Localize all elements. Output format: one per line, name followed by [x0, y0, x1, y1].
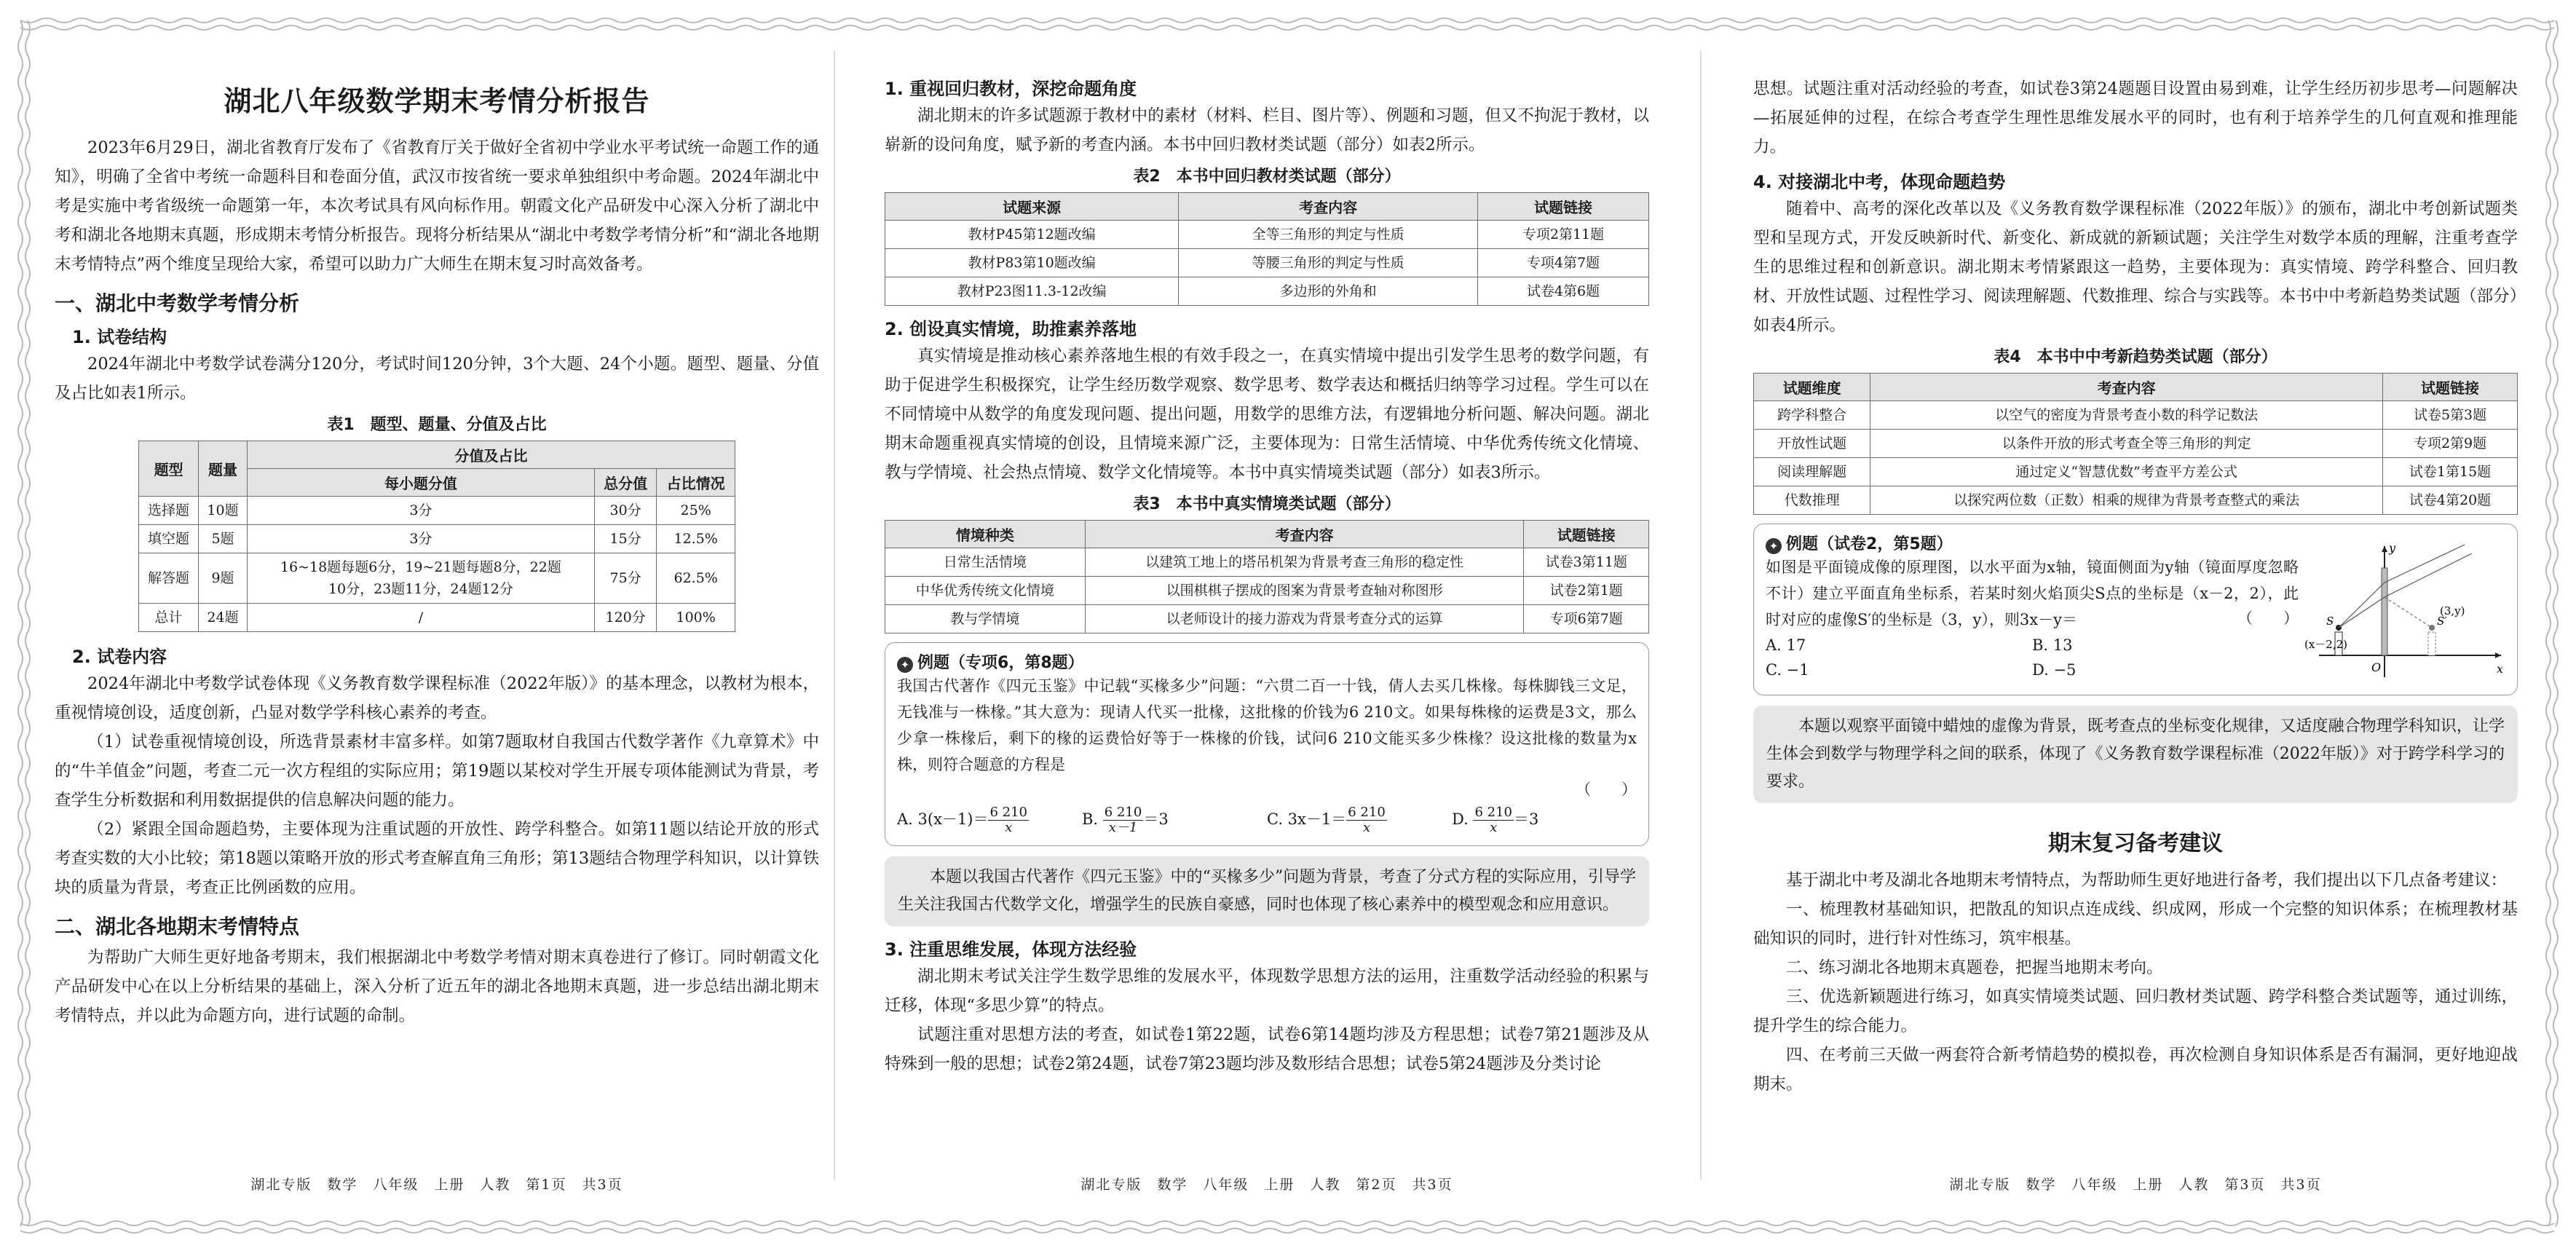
option-c: [1267, 805, 1452, 835]
table-cell: 以建筑工地上的塔吊机架为背景考查三角形的稳定性: [1085, 548, 1524, 577]
option-a: A. 17: [1766, 636, 1806, 654]
table-caption: 表2 本书中回归教材类试题（部分）: [1133, 167, 1401, 186]
example-options: [1766, 633, 2299, 682]
page-2-column: [885, 58, 1649, 1172]
subsection-heading: 4. 对接湖北中考，体现命题趋势: [1753, 172, 2006, 192]
denominator: x: [1005, 820, 1013, 835]
paragraph: 2024年湖北中考数学试卷满分120分，考试时间120分钟，3个大题、24个小题。题型、题量、分值及占比如表1所示。: [55, 355, 819, 403]
mirror: [2382, 568, 2387, 655]
table-cell: 62.5%: [657, 553, 735, 604]
table-cell: 跨学科整合: [1754, 401, 1870, 430]
table-row: [885, 548, 1649, 577]
denominator: x－1: [1108, 820, 1138, 835]
option-b: B. 13: [2032, 636, 2073, 654]
table-header: 试题链接: [2383, 374, 2518, 401]
option-d: D. −5: [2032, 661, 2077, 679]
section-heading: 二、湖北各地期末考情特点: [55, 915, 300, 939]
table-4: [1753, 373, 2518, 515]
table-header: 试题链接: [1478, 193, 1649, 221]
table-cell: 中华优秀传统文化情境: [885, 577, 1086, 605]
table-row: [139, 604, 735, 632]
table-cell: 代数推理: [1754, 486, 1870, 515]
table-cell: 16~18题每题6分，19~21题每题8分，22题10分，23题11分，24题12分: [247, 553, 594, 604]
review-tip: 二、练习湖北各地期末真题卷，把握当地期末考向。: [1786, 958, 2163, 977]
page-3-column: [1753, 58, 2518, 1172]
fraction: [1346, 805, 1387, 835]
column-divider: [1700, 51, 1702, 1180]
table-cell: 3分: [247, 497, 594, 525]
table-2: [885, 192, 1649, 306]
numerator: 6 210: [989, 805, 1027, 820]
table-header: 占比情况: [657, 469, 735, 497]
table-cell: 总计: [139, 604, 199, 632]
table-cell: 5题: [199, 525, 248, 553]
table-row: [885, 221, 1649, 249]
table-cell: 10题: [199, 497, 248, 525]
numerator: 6 210: [1474, 805, 1512, 820]
example-header: [897, 650, 1637, 673]
table-header: 试题维度: [1754, 374, 1870, 401]
table-cell: 试卷4第6题: [1478, 277, 1649, 306]
table-1: [138, 441, 735, 632]
denominator: x: [1362, 820, 1371, 835]
origin-label: O: [2371, 660, 2382, 674]
paragraph: 真实情境是推动核心素养落地生根的有效手段之一，在真实情境中提出引发学生思考的数学问题，有助于促进学生积极探究，让学生经历数学观察、数学思考、数学表达和概括归纳等学习过程。学生可以在不同情境中从数学的角度发现问题、提出问题，用数学的思维方法，有逻辑地分析问题、解决问题。湖北期末命题重视真实情境的创设，且情境来源广泛，主要体现为：日常生活情境、中华优秀传统文化情境、教与学情境、社会热点情境、数学文化情境等。本书中真实情境类试题（部分）如表3所示。: [885, 347, 1649, 482]
commentary-text: 本题以我国古代著作《四元玉鉴》中的“买椽多少”问题为背景，考查了分式方程的实际应用，引导学生关注我国古代数学文化，增强学生的民族自豪感，同时也体现了核心素养中的模型观念和应用意识。: [898, 868, 1636, 914]
numerator: 6 210: [1104, 805, 1142, 820]
option-d-tail: ＝3: [1513, 810, 1539, 828]
border-wave: [20, 1221, 2554, 1226]
table-cell: 100%: [657, 604, 735, 632]
paragraph: 试题注重对思想方法的考查，如试卷1第22题，试卷6第14题均涉及方程思想；试卷7第21题涉及从特殊到一般的思想；试卷2第24题，试卷7第23题均涉及数形结合思想；试卷5第24题涉及分类讨论: [885, 1025, 1649, 1073]
table-header: 考查内容: [1179, 193, 1478, 221]
candle-image: [2428, 632, 2435, 655]
y-label: y: [2389, 541, 2396, 555]
table-row: [139, 497, 735, 525]
review-tip: 四、在考前三天做一两套符合新考情趋势的模拟卷，再次检测自身知识体系是否有漏洞，更好地迎战期末。: [1753, 1046, 2518, 1094]
option-b-tail: ＝3: [1143, 810, 1169, 828]
table-cell: 专项2第11题: [1478, 221, 1649, 249]
example-question: 如图是平面镜成像的原理图，以水平面为x轴，镜面侧面为y轴（镜面厚度忽略不计）建立平面直角坐标系，若某时刻火焰顶尖S点的坐标是（x－2，2），此时对应的虚像S′的坐标是（3，y），则3x－y＝: [1766, 559, 2299, 628]
table-cell: 专项2第9题: [2383, 430, 2518, 458]
example-options: [897, 805, 1637, 835]
subsection-heading: 3. 注重思维发展，体现方法经验: [885, 939, 1137, 960]
table-cell: 3分: [247, 525, 594, 553]
table-cell: 试卷4第20题: [2383, 486, 2518, 515]
table-header: 分值及占比: [247, 441, 735, 469]
table-cell: 试卷3第11题: [1524, 548, 1649, 577]
commentary-box: [1753, 706, 2518, 803]
option-b-text: B.: [1082, 810, 1099, 828]
table-header: 试题来源: [885, 193, 1179, 221]
table-cell: 教材P23图11.3-12改编: [885, 277, 1179, 306]
point-s-prime-label: S′: [2437, 615, 2447, 628]
report-title: 湖北八年级数学期末考情分析报告: [224, 85, 650, 117]
table-row: [1754, 430, 2518, 458]
table-cell: 试卷1第15题: [2383, 458, 2518, 486]
commentary-box: [885, 856, 1649, 926]
table-cell: 12.5%: [657, 525, 735, 553]
page-footer: 湖北专版 数学 八年级 上册 人教 第1页 共3页: [250, 1177, 623, 1193]
fraction: [1103, 805, 1144, 835]
table-cell: 9题: [199, 553, 248, 604]
table-cell: 以探究两位数（正数）相乘的规律为背景考查整式的乘法: [1870, 486, 2383, 515]
table-cell: 教材P45第12题改编: [885, 221, 1179, 249]
table-cell: 多边形的外角和: [1179, 277, 1478, 306]
table-row: [885, 605, 1649, 634]
table-cell: /: [247, 604, 594, 632]
table-cell: 120分: [594, 604, 656, 632]
page-1-column: [55, 58, 819, 1172]
table-header: 题量: [199, 441, 248, 497]
fraction: [1473, 805, 1514, 835]
x-axis-arrow: [2495, 652, 2501, 658]
example-label: 例题: [917, 654, 950, 672]
border-wave: [2553, 20, 2558, 1226]
example-question: 我国古代著作《四元玉鉴》中记载“买椽多少”问题：“六贯二百一十钱，倩人去买几株椽。每株脚钱三文足，无钱准与一株椽。”其大意为：现请人代买一批椽，这批椽的价钱为6 210文。如果每株椽的运费是3文，那么少拿一株椽后，剩下的椽的运费恰好等于一株椽的价钱，试问6 210文能买多少株椽？设这批椽的数量为x株，则符合题意的方程是: [897, 677, 1637, 773]
table-cell: 以条件开放的形式考查全等三角形的判定: [1870, 430, 2383, 458]
paragraph: 随着中、高考的深化改革以及《义务教育数学课程标准（2022年版）》的颁布，湖北中考创新试题类型和呈现方式，开发反映新时代、新变化、新成就的新颖试题；关注学生对数学本质的理解，注重考查学生的思维过程和创新意识。湖北期末考情紧跟这一趋势，主要体现为：真实情境、跨学科整合、回归教材、开放性试题、过程性学习、阅读理解题、代数推理、综合与实践等。本书中中考新趋势类试题（部分）如表4所示。: [1753, 200, 2518, 335]
table-cell: 填空题: [139, 525, 199, 553]
review-intro: 基于湖北中考及湖北各地期末考情特点，为帮助师生更好地进行备考，我们提出以下几点备考建议：: [1786, 871, 2508, 890]
table-header: 题型: [139, 441, 199, 497]
table-row: [885, 249, 1649, 277]
answer-bracket: （ ）: [2237, 609, 2299, 627]
paragraph: （1）试卷重视情境创设，所选背景素材丰富多样。如第7题取材自我国古代数学著作《九章算术》中的“牛羊值金”问题，考查二元一次方程组的实际应用；第19题以某校对学生开展专项体能测试为背景，考查学生分析数据和利用数据提供的信息解决问题的能力。: [55, 733, 819, 810]
table-cell: 30分: [594, 497, 656, 525]
table-cell: 以空气的密度为背景考查小数的科学记数法: [1870, 401, 2383, 430]
column-divider: [834, 51, 835, 1180]
table-cell: 日常生活情境: [885, 548, 1086, 577]
table-row: [139, 525, 735, 553]
option-c: C. −1: [1766, 661, 1809, 679]
paragraph: 为帮助广大师生更好地备考期末，我们根据湖北中考数学考情对期末真卷进行了修订。同时朝霞文化产品研发中心在以上分析结果的基础上，深入分析了近五年的湖北各地期末真题，进一步总结出湖北期末考情特点，并以此为命题方向，进行试题的命制。: [55, 948, 819, 1025]
review-tip: 一、梳理教材基础知识，把散乱的知识点连成线、织成网，形成一个完整的知识体系；在梳理教材基础知识的同时，进行针对性练习，筑牢根基。: [1753, 900, 2518, 948]
table-header: 考查内容: [1085, 521, 1524, 548]
paragraph: 湖北期末的许多试题源于教材中的素材（材料、栏目、图片等）、例题和习题，但又不拘泥于教材，以崭新的设问角度，赋予新的考查内涵。本书中回归教材类试题（部分）如表2所示。: [885, 106, 1649, 154]
table-cell: 试卷5第3题: [2383, 401, 2518, 430]
paragraph: 思想。试题注重对活动经验的考查，如试卷3第24题题目设置由易到难，让学生经历初步思考—问题解决—拓展延伸的过程，在综合考查学生理性思维发展水平的同时，也有利于培养学生的几何直观和推理能力。: [1753, 79, 2518, 157]
lightbulb-icon: ✦: [897, 657, 913, 673]
table-row: [139, 553, 735, 604]
virtual-ray: [2385, 597, 2432, 628]
subsection-heading: 2. 试卷内容: [72, 647, 167, 667]
light-ray: [2385, 553, 2472, 597]
table-cell: 以围棋棋子摆成的图案为背景考查轴对称图形: [1085, 577, 1524, 605]
light-ray: [2339, 583, 2385, 628]
fraction: [988, 805, 1029, 835]
table-cell: 15分: [594, 525, 656, 553]
table-cell: 教与学情境: [885, 605, 1086, 634]
table-cell: 解答题: [139, 553, 199, 604]
table-header: 考查内容: [1870, 374, 2383, 401]
table-caption: 表4 本书中中考新趋势类试题（部分）: [1994, 348, 2277, 366]
table-caption: 表1 题型、题量、分值及占比: [327, 416, 547, 434]
table-header: 试题链接: [1524, 521, 1649, 548]
table-cell: 专项6第7题: [1524, 605, 1649, 634]
x-label: x: [2497, 662, 2504, 676]
answer-bracket: （ ）: [1576, 781, 1637, 798]
point-s-prime-coord: (3,y): [2440, 604, 2465, 617]
table-cell: 开放性试题: [1754, 430, 1870, 458]
border-wave: [25, 20, 30, 1226]
page-footer: 湖北专版 数学 八年级 上册 人教 第3页 共3页: [1949, 1177, 2322, 1193]
example-source: （试卷2，第5题）: [1818, 535, 1953, 553]
subsection-heading: 1. 重视回归教材，深挖命题角度: [885, 79, 1137, 99]
table-caption: 表3 本书中真实情境类试题（部分）: [1133, 495, 1401, 513]
y-axis-arrow: [2382, 546, 2387, 552]
table-cell: 24题: [199, 604, 248, 632]
table-3: [885, 520, 1649, 634]
option-c-text: C. 3x－1＝: [1267, 810, 1347, 828]
table-cell: 试卷2第1题: [1524, 577, 1649, 605]
example-label: 例题: [1786, 535, 1819, 553]
option-d-text: D.: [1452, 810, 1469, 828]
table-cell: 专项4第7题: [1478, 249, 1649, 277]
table-cell: 选择题: [139, 497, 199, 525]
table-cell: 通过定义“智慧优数”考查平方差公式: [1870, 458, 2383, 486]
point-s-coord: (x－2,2): [2304, 638, 2348, 651]
section-heading: 一、湖北中考数学考情分析: [55, 291, 300, 315]
table-cell: 75分: [594, 553, 656, 604]
option-d: [1452, 805, 1637, 835]
subsection-heading: 2. 创设真实情境，助推素养落地: [885, 319, 1137, 339]
example-box: [885, 642, 1649, 846]
table-cell: 等腰三角形的判定与性质: [1179, 249, 1478, 277]
point-s-label: S: [2326, 615, 2334, 628]
table-header: 每小题分值: [247, 469, 594, 497]
table-row: [1754, 458, 2518, 486]
commentary-text: 本题以观察平面镜中蜡烛的虚像为背景，既考查点的坐标变化规律，又适度融合物理学科知识，让学生体会到数学与物理学科之间的联系，体现了《义务教育数学课程标准（2022年版）》对于跨学科学习的要求。: [1766, 717, 2505, 791]
table-header: 总分值: [594, 469, 656, 497]
lightbulb-icon: ✦: [1766, 538, 1782, 554]
paragraph: 2024年湖北中考数学试卷体现《义务教育数学课程标准（2022年版）》的基本理念，以教材为根本，重视情境创设，适度创新，凸显对数学学科核心素养的考查。: [55, 674, 819, 722]
numerator: 6 210: [1348, 805, 1386, 820]
border-wave: [18, 20, 23, 1226]
review-tip: 三、优选新颖题进行练习，如真实情境类试题、回归教材类试题、跨学科整合类试题等，通过训练，提升学生的综合能力。: [1753, 987, 2518, 1035]
option-a: [897, 805, 1082, 835]
table-cell: 25%: [657, 497, 735, 525]
table-row: [885, 577, 1649, 605]
table-row: [1754, 401, 2518, 430]
intro-paragraph: 2023年6月29日，湖北省教育厅发布了《省教育厅关于做好全省初中学业水平考试统一命题工作的通知》，明确了全省中考统一命题科目和卷面分值，武汉市按省统一要求单独组织中考命题。2024年湖北中考是实施中考省级统一命题第一年，本次考试具有风向标作用。朝霞文化产品研发中心深入分析了湖北中考和湖北各地期末真题，形成期末考情分析报告。现将分析结果从“湖北中考数学考情分析”和“湖北各地期末考情特点”两个维度呈现给大家，希望可以助力广大师生在期末复习时高效备考。: [55, 138, 819, 274]
border-wave: [20, 1228, 2554, 1233]
border-wave: [20, 25, 2554, 30]
denominator: x: [1490, 820, 1498, 835]
example-header: [1766, 532, 2299, 554]
border-wave: [20, 18, 2554, 23]
table-row: [885, 277, 1649, 306]
paragraph: （2）紧跟全国命题趋势，主要体现为注重试题的开放性、跨学科整合。如第11题以结论开放的形式考查实数的大小比较；第18题以策略开放的形式考查解直角三角形；第13题结合物理学科知识，以计算铁块的质量为背景，考查正比例函数的应用。: [55, 820, 819, 897]
table-cell: 全等三角形的判定与性质: [1179, 221, 1478, 249]
table-cell: 阅读理解题: [1754, 458, 1870, 486]
page-footer: 湖北专版 数学 八年级 上册 人教 第2页 共3页: [1080, 1177, 1453, 1193]
paragraph: 湖北期末考试关注学生数学思维的发展水平，体现数学思想方法的运用，注重数学活动经验的积累与迁移，体现“多思少算”的特点。: [885, 967, 1649, 1015]
option-a-text: A. 3(x－1)＝: [897, 810, 989, 828]
table-cell: 教材P83第10题改编: [885, 249, 1179, 277]
subsection-heading: 1. 试卷结构: [72, 327, 167, 347]
border-wave: [2546, 20, 2551, 1226]
table-cell: 以老师设计的接力游戏为背景考查分式的运算: [1085, 605, 1524, 634]
option-b: [1082, 805, 1267, 835]
mirror-diagram: [2304, 539, 2508, 684]
table-row: [1754, 486, 2518, 515]
review-title: 期末复习备考建议: [2048, 831, 2223, 856]
example-box: [1753, 524, 2518, 695]
example-source: （专项6，第8题）: [949, 654, 1084, 672]
table-header: 情境种类: [885, 521, 1086, 548]
light-ray: [2339, 597, 2385, 628]
